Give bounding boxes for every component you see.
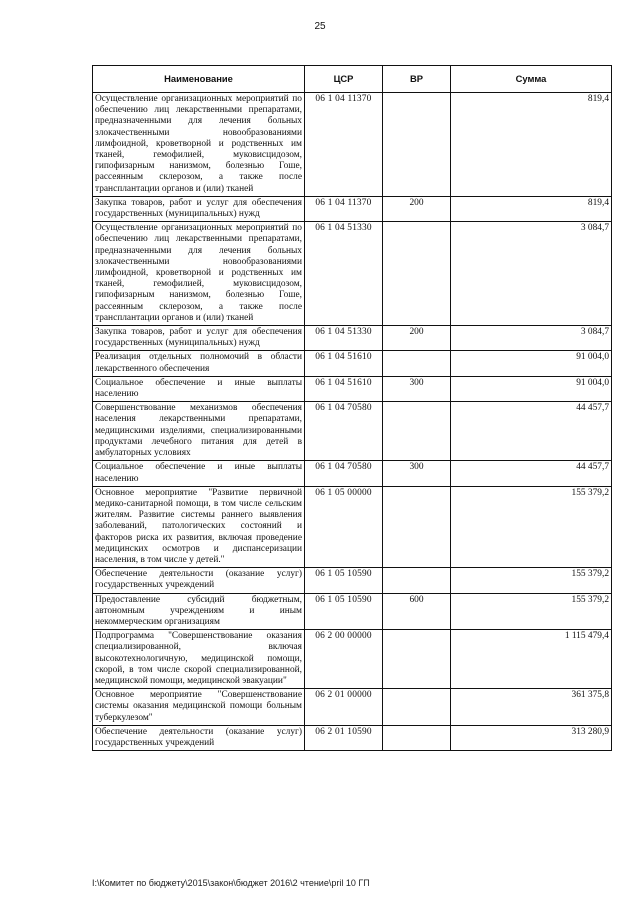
header-csr: ЦСР xyxy=(305,66,383,93)
cell-name: Предоставление субсидий бюджетным, автономным учреждениям и иным некоммерческим организациям xyxy=(93,593,305,630)
cell-sum: 3 084,7 xyxy=(451,326,612,351)
cell-vr: 300 xyxy=(383,461,451,486)
cell-csr: 06 2 01 10590 xyxy=(305,725,383,750)
cell-sum: 91 004,0 xyxy=(451,376,612,401)
cell-sum: 819,4 xyxy=(451,196,612,221)
cell-csr: 06 1 04 70580 xyxy=(305,461,383,486)
cell-csr: 06 1 04 51610 xyxy=(305,351,383,376)
table-row xyxy=(93,402,612,461)
table-row xyxy=(93,196,612,221)
table-row xyxy=(93,725,612,750)
cell-sum: 44 457,7 xyxy=(451,461,612,486)
cell-csr: 06 1 04 11370 xyxy=(305,196,383,221)
table-row xyxy=(93,630,612,689)
cell-name: Социальное обеспечение и иные выплаты населению xyxy=(93,376,305,401)
table-row xyxy=(93,222,612,326)
cell-csr: 06 2 00 00000 xyxy=(305,630,383,689)
cell-vr: 200 xyxy=(383,196,451,221)
cell-name: Социальное обеспечение и иные выплаты населению xyxy=(93,461,305,486)
cell-vr: 300 xyxy=(383,376,451,401)
cell-name: Основное мероприятие "Совершенствование системы оказания медицинской помощи больным туберкулезом" xyxy=(93,689,305,726)
cell-sum: 155 379,2 xyxy=(451,568,612,593)
table-row xyxy=(93,461,612,486)
table-row xyxy=(93,93,612,197)
table-body xyxy=(93,93,612,751)
cell-vr xyxy=(383,402,451,461)
cell-csr: 06 1 04 51330 xyxy=(305,326,383,351)
header-sum: Сумма xyxy=(451,66,612,93)
header-vr: ВР xyxy=(383,66,451,93)
cell-vr xyxy=(383,568,451,593)
cell-csr: 06 1 05 10590 xyxy=(305,568,383,593)
cell-name: Реализация отдельных полномочий в области лекарственного обеспечения xyxy=(93,351,305,376)
cell-sum: 1 115 479,4 xyxy=(451,630,612,689)
table-row xyxy=(93,351,612,376)
cell-csr: 06 2 01 00000 xyxy=(305,689,383,726)
cell-sum: 361 375,8 xyxy=(451,689,612,726)
cell-vr xyxy=(383,486,451,567)
cell-csr: 06 1 04 51330 xyxy=(305,222,383,326)
cell-vr xyxy=(383,630,451,689)
cell-vr xyxy=(383,222,451,326)
cell-name: Обеспечение деятельности (оказание услуг) государственных учреждений xyxy=(93,568,305,593)
cell-csr: 06 1 05 00000 xyxy=(305,486,383,567)
cell-sum: 3 084,7 xyxy=(451,222,612,326)
cell-name: Закупка товаров, работ и услуг для обеспечения государственных (муниципальных) нужд xyxy=(93,196,305,221)
cell-sum: 91 004,0 xyxy=(451,351,612,376)
cell-csr: 06 1 04 70580 xyxy=(305,402,383,461)
cell-name: Закупка товаров, работ и услуг для обеспечения государственных (муниципальных) нужд xyxy=(93,326,305,351)
cell-csr: 06 1 04 51610 xyxy=(305,376,383,401)
table-row xyxy=(93,593,612,630)
cell-sum: 44 457,7 xyxy=(451,402,612,461)
table-header-row xyxy=(93,66,612,93)
cell-csr: 06 1 04 11370 xyxy=(305,93,383,197)
table-row xyxy=(93,568,612,593)
page-number: 25 xyxy=(314,21,326,32)
table-row xyxy=(93,486,612,567)
cell-vr xyxy=(383,725,451,750)
cell-sum: 155 379,2 xyxy=(451,486,612,567)
cell-vr xyxy=(383,689,451,726)
cell-name: Обеспечение деятельности (оказание услуг) государственных учреждений xyxy=(93,725,305,750)
table-row xyxy=(93,376,612,401)
table-row xyxy=(93,689,612,726)
cell-vr: 600 xyxy=(383,593,451,630)
file-path-footer: I:\Комитет по бюджету\2015\закон\бюджет 2016\2 чтение\pril 10 ГП xyxy=(92,878,370,888)
cell-name: Совершенствование механизмов обеспечения населения лекарственными препаратами, медицинскими изделиями, специализированными продуктами лечебного питания для детей в амбулаторных условиях xyxy=(93,402,305,461)
cell-vr xyxy=(383,351,451,376)
header-name: Наименование xyxy=(93,66,305,93)
table-row xyxy=(93,326,612,351)
cell-vr xyxy=(383,93,451,197)
cell-name: Осуществление организационных мероприятий по обеспечению лиц лекарственными препаратами, предназначенными для лечения больных злокачественными новообразованиями лимфоидной, кроветворной и родственных им тканей, гемофилией, муковисцидозом, гипофизарным нанизмом, болезнью Гоше, рассеянным склерозом, а также после трансплантации органов и (или) тканей xyxy=(93,222,305,326)
cell-sum: 155 379,2 xyxy=(451,593,612,630)
cell-csr: 06 1 05 10590 xyxy=(305,593,383,630)
cell-name: Осуществление организационных мероприятий по обеспечению лиц лекарственными препаратами, предназначенными для лечения больных злокачественными новообразованиями лимфоидной, кроветворной и родственных им тканей, гемофилией, муковисцидозом, гипофизарным нанизмом, болезнью Гоше, рассеянным склерозом, а также после трансплантации органов и (или) тканей xyxy=(93,93,305,197)
cell-vr: 200 xyxy=(383,326,451,351)
cell-sum: 819,4 xyxy=(451,93,612,197)
cell-sum: 313 280,9 xyxy=(451,725,612,750)
budget-table xyxy=(92,65,612,751)
cell-name: Подпрограмма "Совершенствование оказания специализированной, включая высокотехнологичную, медицинской помощи, скорой, в том числе скорой специализированной, медицинской помощи, медицинской эвакуации" xyxy=(93,630,305,689)
cell-name: Основное мероприятие "Развитие первичной медико-санитарной помощи, в том числе сельским жителям. Развитие системы раннего выявления заболеваний, патологических состояний и факторов риска их развития, включая проведение медицинских осмотров и диспансеризации населения, в том числе у детей." xyxy=(93,486,305,567)
